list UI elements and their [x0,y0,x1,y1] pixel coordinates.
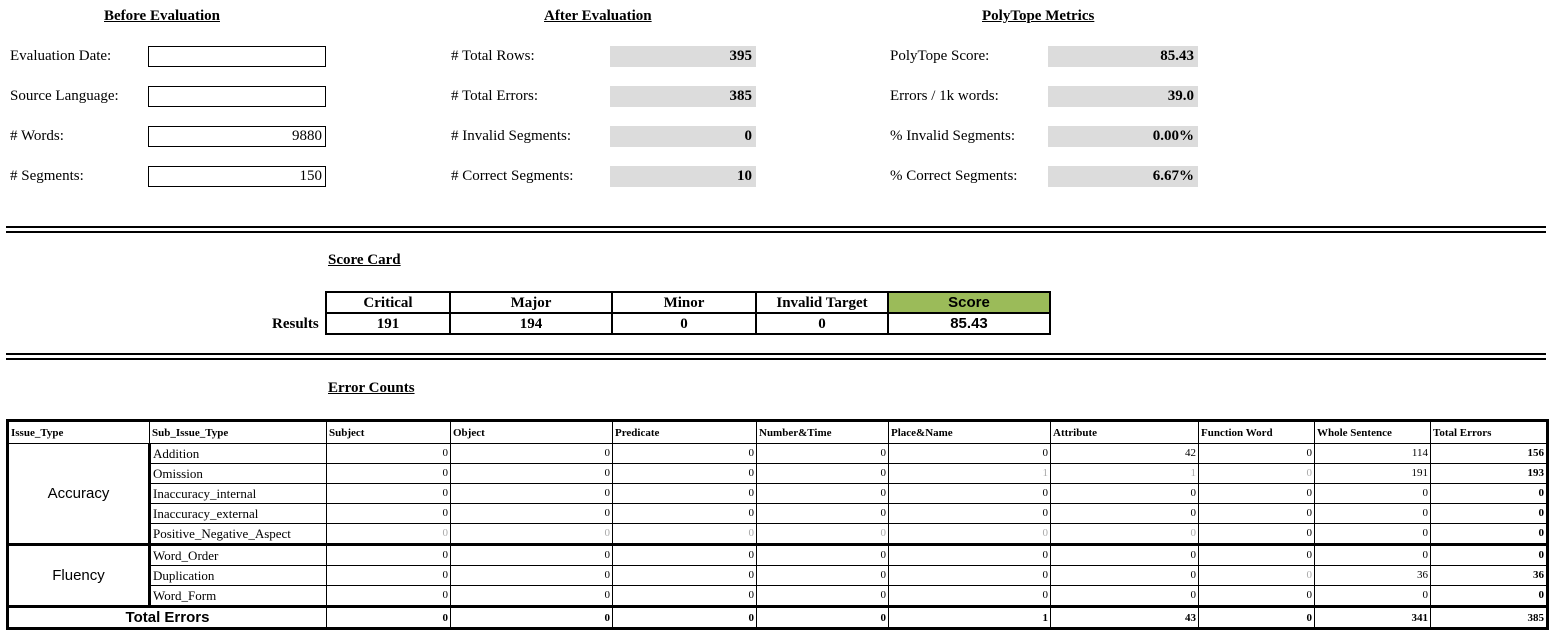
count-cell: 0 [613,444,757,464]
count-cell: 0 [1199,566,1315,586]
invalid-segments-value: 0 [610,126,756,147]
sub-issue-cell: Inaccuracy_external [150,504,327,524]
count-cell: 0 [1199,444,1315,464]
after-evaluation-heading: After Evaluation [544,8,652,24]
count-cell: 0 [613,504,757,524]
invalid-segments-label: # Invalid Segments: [451,128,571,144]
source-language-label: Source Language: [10,88,119,104]
count-cell: 0 [327,586,451,607]
column-header: Subject [327,421,451,444]
count-cell: 0 [1315,545,1431,566]
count-cell: 0 [757,484,889,504]
count-cell: 0 [451,484,613,504]
count-cell: 0 [613,586,757,607]
count-cell: 0 [1051,545,1199,566]
count-cell: 0 [889,524,1051,545]
table-row [8,545,1548,566]
correct-segments-label: # Correct Segments: [451,168,574,184]
errors-per-1k-value: 39.0 [1048,86,1198,107]
column-header: Number&Time [757,421,889,444]
total-rows-value: 395 [610,46,756,67]
count-cell: 0 [613,545,757,566]
before-evaluation-heading: Before Evaluation [104,8,220,24]
count-cell: 0 [1199,545,1315,566]
score-value: 85.43 [888,313,1050,334]
count-cell: 0 [1431,586,1548,607]
count-cell: 0 [1051,566,1199,586]
column-header: Object [451,421,613,444]
count-cell: 0 [889,566,1051,586]
column-header: Attribute [1051,421,1199,444]
count-cell: 0 [889,444,1051,464]
count-cell: 0 [327,484,451,504]
count-cell: 0 [327,566,451,586]
table-row [8,444,1548,464]
count-cell: 0 [327,504,451,524]
sub-issue-cell: Inaccuracy_internal [150,484,327,504]
table-row [8,586,1548,607]
column-header: Predicate [613,421,757,444]
count-cell: 0 [889,545,1051,566]
count-cell: 114 [1315,444,1431,464]
total-cell: 0 [613,607,757,629]
column-header: Sub_Issue_Type [150,421,327,444]
count-cell: 193 [1431,464,1548,484]
table-row [8,484,1548,504]
count-cell: 0 [451,444,613,464]
sub-issue-cell: Duplication [150,566,327,586]
minor-header: Minor [612,292,756,313]
total-cell: 43 [1051,607,1199,629]
count-cell: 1 [1051,464,1199,484]
sub-issue-cell: Positive_Negative_Aspect [150,524,327,545]
correct-segments-value: 10 [610,166,756,187]
critical-value: 191 [326,313,450,334]
count-cell: 0 [451,524,613,545]
count-cell: 0 [1051,484,1199,504]
table-row [8,504,1548,524]
count-cell: 0 [757,524,889,545]
total-rows-label: # Total Rows: [451,48,535,64]
major-value: 194 [450,313,612,334]
score-card-heading: Score Card [328,252,401,268]
count-cell: 0 [451,566,613,586]
sub-issue-cell: Word_Form [150,586,327,607]
column-header: Place&Name [889,421,1051,444]
count-cell: 0 [1315,504,1431,524]
count-cell: 0 [757,504,889,524]
errors-per-1k-label: Errors / 1k words: [890,88,999,104]
count-cell: 42 [1051,444,1199,464]
issue-type-cell: Fluency [8,545,150,607]
invalid-target-header: Invalid Target [756,292,888,313]
total-cell: 0 [757,607,889,629]
minor-value: 0 [612,313,756,334]
count-cell: 0 [1315,524,1431,545]
count-cell: 0 [327,545,451,566]
pct-invalid-segments-value: 0.00% [1048,126,1198,147]
count-cell: 0 [1431,524,1548,545]
total-cell: 0 [1199,607,1315,629]
total-errors-value: 385 [610,86,756,107]
count-cell: 0 [757,444,889,464]
pct-correct-segments-label: % Correct Segments: [890,168,1018,184]
count-cell: 0 [1199,586,1315,607]
count-cell: 0 [1199,524,1315,545]
total-cell: 0 [327,607,451,629]
count-cell: 0 [451,464,613,484]
count-cell: 0 [757,586,889,607]
count-cell: 0 [889,586,1051,607]
count-cell: 0 [889,484,1051,504]
count-cell: 0 [1051,524,1199,545]
sub-issue-cell: Addition [150,444,327,464]
source-language-field[interactable] [148,86,326,107]
count-cell: 0 [327,524,451,545]
score-card-table [325,291,1051,335]
invalid-target-value: 0 [756,313,888,334]
total-errors-row [8,607,1548,629]
count-cell: 0 [1315,586,1431,607]
critical-header: Critical [326,292,450,313]
error-counts-heading: Error Counts [328,380,415,396]
count-cell: 0 [1431,545,1548,566]
count-cell: 0 [451,586,613,607]
total-cell: 385 [1431,607,1548,629]
count-cell: 0 [1199,484,1315,504]
total-errors-label: Total Errors [8,607,327,629]
pct-invalid-segments-label: % Invalid Segments: [890,128,1015,144]
polytope-metrics-heading: PolyTope Metrics [982,8,1095,24]
segments-field[interactable]: 150 [148,166,326,187]
column-header: Total Errors [1431,421,1548,444]
evaluation-date-label: Evaluation Date: [10,48,112,64]
count-cell: 0 [1315,484,1431,504]
count-cell: 0 [327,464,451,484]
count-cell: 0 [451,504,613,524]
table-row [8,566,1548,586]
table-row [8,524,1548,545]
count-cell: 0 [327,444,451,464]
words-field[interactable]: 9880 [148,126,326,147]
total-cell: 0 [451,607,613,629]
total-cell: 341 [1315,607,1431,629]
count-cell: 0 [757,545,889,566]
column-header: Function Word [1199,421,1315,444]
evaluation-date-field[interactable] [148,46,326,67]
count-cell: 0 [613,484,757,504]
column-header: Issue_Type [8,421,150,444]
polytope-score-value: 85.43 [1048,46,1198,67]
count-cell: 0 [1051,504,1199,524]
count-cell: 0 [757,464,889,484]
column-header: Whole Sentence [1315,421,1431,444]
count-cell: 0 [1051,586,1199,607]
count-cell: 0 [613,464,757,484]
count-cell: 0 [889,504,1051,524]
count-cell: 191 [1315,464,1431,484]
table-row [8,464,1548,484]
pct-correct-segments-value: 6.67% [1048,166,1198,187]
words-label: # Words: [10,128,64,144]
segments-label: # Segments: [10,168,84,184]
major-header: Major [450,292,612,313]
count-cell: 0 [1199,464,1315,484]
total-cell: 1 [889,607,1051,629]
results-label: Results [272,316,319,332]
count-cell: 0 [1431,484,1548,504]
count-cell: 0 [1199,504,1315,524]
error-counts-table [6,419,1549,630]
issue-type-cell: Accuracy [8,444,150,545]
sub-issue-cell: Word_Order [150,545,327,566]
count-cell: 0 [1431,504,1548,524]
score-header: Score [888,292,1050,313]
sub-issue-cell: Omission [150,464,327,484]
count-cell: 1 [889,464,1051,484]
total-errors-label: # Total Errors: [451,88,538,104]
count-cell: 0 [451,545,613,566]
section-divider [6,226,1546,233]
count-cell: 0 [613,566,757,586]
count-cell: 36 [1315,566,1431,586]
count-cell: 36 [1431,566,1548,586]
count-cell: 0 [757,566,889,586]
count-cell: 0 [613,524,757,545]
section-divider [6,353,1546,360]
polytope-score-label: PolyTope Score: [890,48,990,64]
count-cell: 156 [1431,444,1548,464]
